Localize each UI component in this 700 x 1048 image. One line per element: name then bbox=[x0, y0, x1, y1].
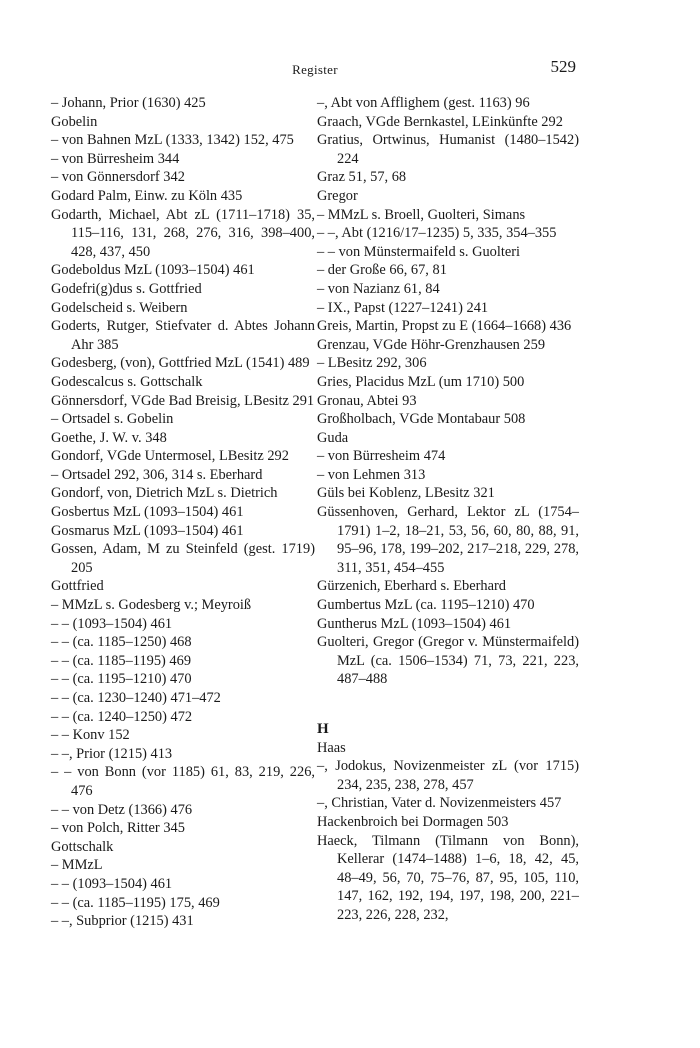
index-entry: – – von Bonn (vor 1185) 61, 83, 219, 226, 476 bbox=[51, 764, 315, 799]
index-entry: – von Bürresheim 474 bbox=[317, 448, 446, 465]
index-entry: – Johann, Prior (1630) 425 bbox=[51, 95, 206, 111]
index-entry: – – von Detz (1366) 476 bbox=[51, 801, 193, 818]
index-entry: – –, Prior (1215) 413 bbox=[51, 745, 173, 762]
index-entry: Guda bbox=[317, 429, 349, 446]
index-column-right bbox=[317, 94, 579, 925]
index-entry: Gönnersdorf, VGde Bad Breisig, LBesitz 291 bbox=[51, 392, 315, 409]
index-entry: Gürzenich, Eberhard s. Eberhard bbox=[317, 578, 506, 595]
index-entry: Godelscheid s. Weibern bbox=[51, 299, 188, 316]
index-entry: – von Bahnen MzL (1333, 1342) 152, 475 bbox=[51, 132, 294, 149]
index-entry: Gottfried bbox=[51, 578, 104, 595]
index-entry: –, Christian, Vater d. Novizenmeisters 457 bbox=[317, 795, 562, 812]
index-entry: Güls bei Koblenz, LBesitz 321 bbox=[317, 485, 495, 502]
page-number: 529 bbox=[550, 57, 576, 76]
index-entry: – – (1093–1504) 461 bbox=[51, 875, 173, 892]
index-entry: Guolteri, Gregor (Gregor v. Münstermaifeld) MzL (ca. 1506–1534) 71, 73, 221, 223, 487–488 bbox=[317, 634, 579, 688]
index-entry: Haas bbox=[317, 739, 346, 756]
index-entry: Gottschalk bbox=[51, 838, 114, 855]
index-entry: – LBesitz 292, 306 bbox=[317, 355, 427, 372]
index-entry: – –, Abt (1216/17–1235) 5, 335, 354–355 bbox=[317, 225, 557, 242]
index-entry: Gumbertus MzL (ca. 1195–1210) 470 bbox=[317, 597, 535, 614]
index-entry: – – von Münstermaifeld s. Guolteri bbox=[317, 243, 521, 260]
index-entry: – – (ca. 1230–1240) 471–472 bbox=[51, 690, 221, 706]
index-entry: –, Jodokus, Novizenmeister zL (vor 1715) 234, 235, 238, 278, 457 bbox=[317, 758, 579, 793]
index-column-left bbox=[51, 94, 315, 931]
index-entry: Goethe, J. W. v. 348 bbox=[51, 429, 167, 446]
index-entry: Gronau, Abtei 93 bbox=[317, 392, 417, 409]
index-entries-g bbox=[317, 94, 579, 689]
index-entry: – von Lehmen 313 bbox=[317, 466, 426, 483]
index-entries-h bbox=[317, 739, 579, 925]
index-entry: – – (ca. 1185–1195) 175, 469 bbox=[51, 894, 220, 911]
index-entry: Graach, VGde Bernkastel, LEinkünfte 292 bbox=[317, 113, 563, 130]
index-entry: Großholbach, VGde Montabaur 508 bbox=[317, 411, 526, 428]
index-entry: – MMzL bbox=[51, 857, 103, 874]
index-entry: Haeck, Tilmann (Tilmann von Bonn), Kellerar (1474–1488) 1–6, 18, 42, 45, 48–49, 56, 70, 75–76, 87, 95, 105, 110, 147, 162, 192, 194, 197, 198, 200, 221–223, 226, 228, 232, bbox=[317, 832, 579, 923]
index-entry: – –, Subprior (1215) 431 bbox=[51, 913, 194, 930]
index-entry: – IX., Papst (1227–1241) 241 bbox=[317, 299, 489, 316]
index-entry: – Ortsadel s. Gobelin bbox=[51, 411, 174, 428]
index-entry: Greis, Martin, Propst zu E (1664–1668) 436 bbox=[317, 318, 572, 335]
index-entry: Godarth, Michael, Abt zL (1711–1718) 35, 115–116, 131, 268, 276, 316, 398–400, 428, 437, 450 bbox=[51, 206, 315, 260]
running-header: Register bbox=[292, 62, 338, 77]
index-entry: – – (ca. 1185–1250) 468 bbox=[51, 634, 192, 651]
index-entry: Gratius, Ortwinus, Humanist (1480–1542) 224 bbox=[317, 132, 579, 167]
index-entry: – von Nazianz 61, 84 bbox=[317, 280, 440, 297]
index-entry: – MMzL s. Godesberg v.; Meyroiß bbox=[51, 597, 252, 614]
index-entry: Gregor bbox=[317, 187, 358, 204]
index-entry: – Ortsadel 292, 306, 314 s. Eberhard bbox=[51, 466, 263, 483]
index-entry: – – (ca. 1240–1250) 472 bbox=[51, 708, 193, 725]
index-entry: Godard Palm, Einw. zu Köln 435 bbox=[51, 187, 243, 204]
index-entry: – MMzL s. Broell, Guolteri, Simans bbox=[317, 206, 526, 223]
index-entry: – von Polch, Ritter 345 bbox=[51, 820, 185, 837]
index-entry: Hackenbroich bei Dormagen 503 bbox=[317, 813, 509, 830]
index-entry: Godefri(g)dus s. Gottfried bbox=[51, 280, 202, 297]
index-entry: Guntherus MzL (1093–1504) 461 bbox=[317, 615, 512, 632]
index-entry: – – Konv 152 bbox=[51, 727, 130, 744]
index-entry: Grenzau, VGde Höhr-Grenzhausen 259 bbox=[317, 336, 546, 353]
index-entry: –, Abt von Afflighem (gest. 1163) 96 bbox=[317, 95, 530, 111]
index-entry: Gondorf, von, Dietrich MzL s. Dietrich bbox=[51, 485, 278, 502]
index-entry: Godesberg, (von), Gottfried MzL (1541) 489 bbox=[51, 355, 310, 372]
index-entry: – – (ca. 1185–1195) 469 bbox=[51, 652, 192, 669]
index-entry: – – (ca. 1195–1210) 470 bbox=[51, 671, 192, 688]
index-entry: – – (1093–1504) 461 bbox=[51, 615, 173, 632]
index-entry: Godescalcus s. Gottschalk bbox=[51, 373, 203, 390]
index-entry: Gondorf, VGde Untermosel, LBesitz 292 bbox=[51, 448, 289, 465]
index-entry: – der Große 66, 67, 81 bbox=[317, 262, 447, 279]
index-entry: – von Bürresheim 344 bbox=[51, 150, 180, 167]
section-letter-heading: H bbox=[317, 721, 329, 737]
index-entry: – von Gönnersdorf 342 bbox=[51, 169, 185, 186]
index-entry: Gossen, Adam, M zu Steinfeld (gest. 1719) 205 bbox=[51, 541, 315, 576]
index-entry: Goderts, Rutger, Stiefvater d. Abtes Johann Ahr 385 bbox=[51, 318, 315, 353]
index-entry: Godeboldus MzL (1093–1504) 461 bbox=[51, 262, 255, 279]
index-entry: Gries, Placidus MzL (um 1710) 500 bbox=[317, 373, 525, 390]
index-entry: Graz 51, 57, 68 bbox=[317, 169, 407, 186]
index-entry: Gosmarus MzL (1093–1504) 461 bbox=[51, 522, 244, 539]
index-entry: Güssenhoven, Gerhard, Lektor zL (1754–1791) 1–2, 18–21, 53, 56, 60, 80, 88, 91, 95–96, 178, 199–202, 217–218, 229, 278, 311, 351, 454–455 bbox=[317, 504, 579, 576]
index-entry: Gosbertus MzL (1093–1504) 461 bbox=[51, 504, 244, 521]
index-entry: Gobelin bbox=[51, 113, 98, 130]
